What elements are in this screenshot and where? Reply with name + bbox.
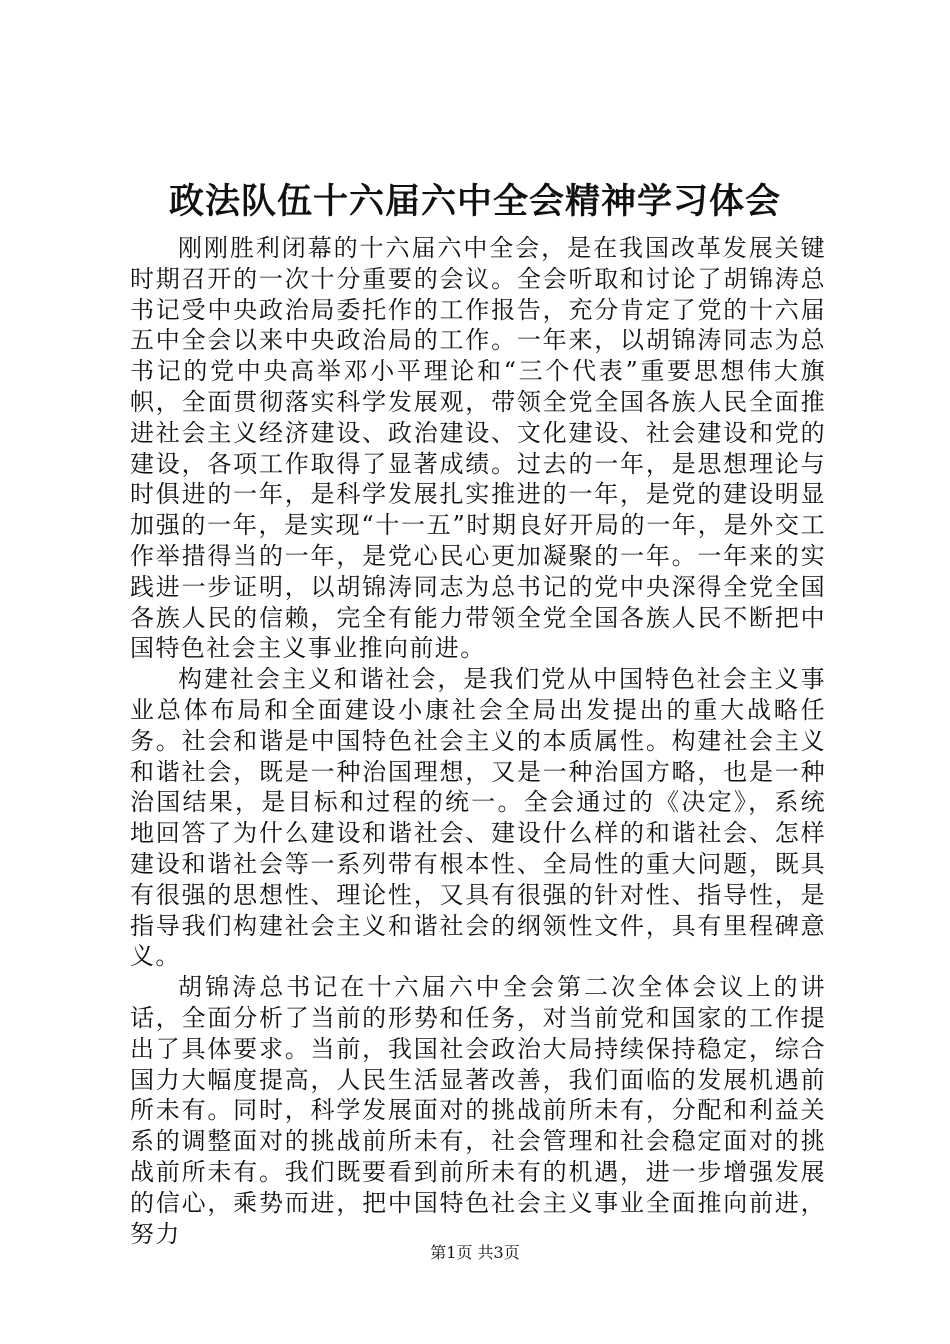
paragraph-3: 胡锦涛总书记在十六届六中全会第二次全体会议上的讲话，全面分析了当前的形势和任务，对当前党和国家的工作提出了具体要求。当前，我国社会政治大局持续保持稳定，综合国力大幅度提高，人民生活显著改善，我们面临的发展机遇前所未有。同时，科学发展面对的挑战前所未有，分配和利益关系的调整面对的挑战前所未有，社会管理和社会稳定面对的挑战前所未有。我们既要看到前所未有的机遇，进一步增强发展的信心，乘势而进，把中国特色社会主义事业全面推向前进，努力 bbox=[130, 973, 826, 1248]
paragraph-1: 刚刚胜利闭幕的十六届六中全会，是在我国改革发展关键时期召开的一次十分重要的会议。全会听取和讨论了胡锦涛总书记受中央政治局委托作的工作报告，充分肯定了党的十六届五中全会以来中央政治局的工作。一年来，以胡锦涛同志为总书记的党中央高举邓小平理论和“三个代表”重要思想伟大旗帜，全面贯彻落实科学发展观，带领全党全国各族人民全面推进社会主义经济建设、政治建设、文化建设、社会建设和党的建设，各项工作取得了显著成绩。过去的一年，是思想理论与时俱进的一年，是科学发展扎实推进的一年，是党的建设明显加强的一年，是实现“十一五”时期良好开局的一年，是外交工作举措得当的一年，是党心民心更加凝聚的一年。一年来的实践进一步证明，以胡锦涛同志为总书记的党中央深得全党全国各族人民的信赖，完全有能力带领全党全国各族人民不断把中国特色社会主义事业推向前进。 bbox=[130, 234, 826, 663]
page-number-footer: 第1页 共3页 bbox=[430, 1243, 520, 1262]
paragraph-2: 构建社会主义和谐社会，是我们党从中国特色社会主义事业总体布局和全面建设小康社会全局出发提出的重大战略任务。社会和谐是中国特色社会主义的本质属性。构建社会主义和谐社会，既是一种治国理想，又是一种治国方略，也是一种治国结果，是目标和过程的统一。全会通过的《决定》，系统地回答了为什么建设和谐社会、建设什么样的和谐社会、怎样建设和谐社会等一系列带有根本性、全局性的重大问题，既具有很强的思想性、理论性，又具有很强的针对性、指导性，是指导我们构建社会主义和谐社会的纲领性文件，具有里程碑意义。 bbox=[130, 665, 826, 971]
document-body bbox=[130, 233, 826, 1249]
document-title: 政法队伍十六届六中全会精神学习体会 bbox=[168, 181, 781, 222]
